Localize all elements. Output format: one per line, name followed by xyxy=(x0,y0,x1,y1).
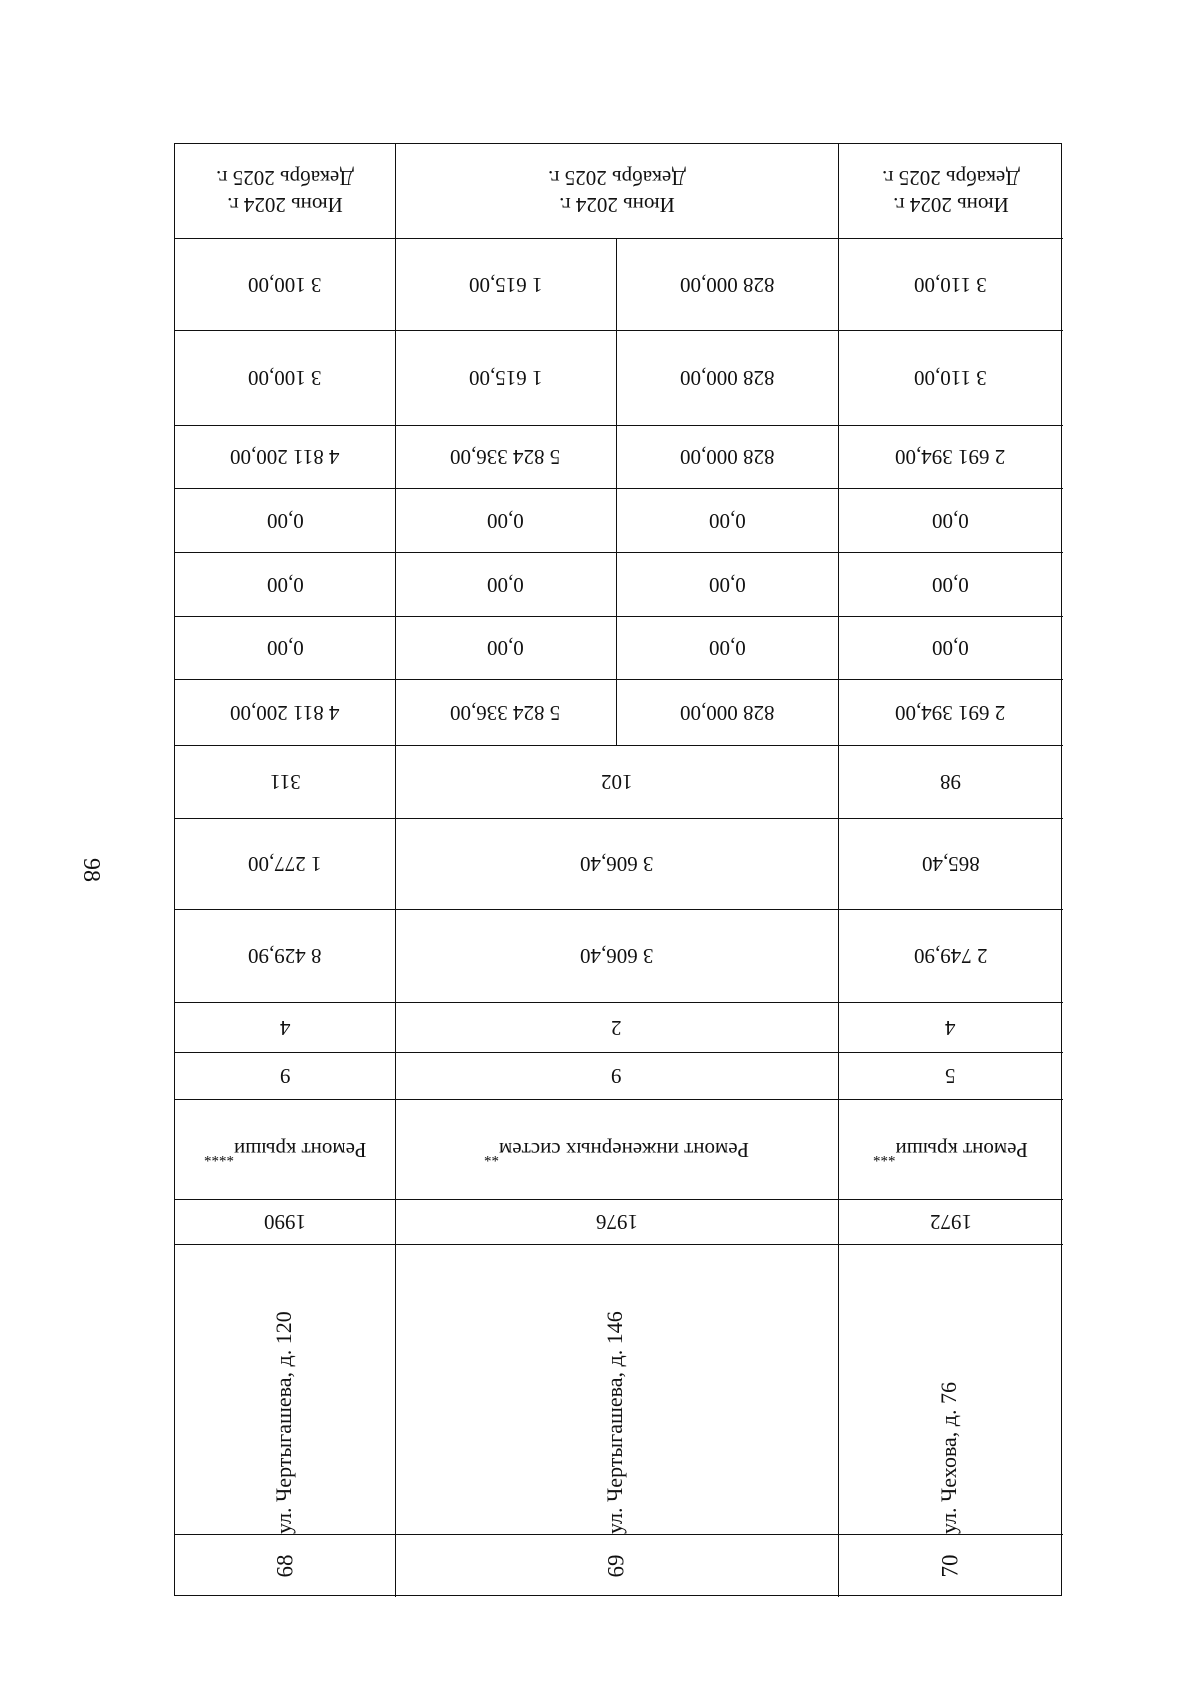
total-cost-cell: 5 824 336,00 xyxy=(450,700,561,725)
fund-cost-cell: 5 824 336,00 xyxy=(450,445,561,469)
floors-cell: 9 xyxy=(611,1064,622,1088)
year-cell: 1976 xyxy=(595,1210,638,1234)
fund-cost-cell: 828 000,00 xyxy=(679,445,775,469)
limit-cell: 3 110,00 xyxy=(914,272,987,297)
zero-cell: 0,00 xyxy=(932,636,969,660)
limit-cell: 3 100,00 xyxy=(248,272,322,297)
zero-cell: 0,00 xyxy=(708,636,746,660)
zero-cell: 0,00 xyxy=(487,572,524,597)
row-number-cell: 70 xyxy=(937,1554,963,1577)
address-cell: ул. Чертыгашева, д. 120 xyxy=(271,1311,296,1534)
year-cell: 1972 xyxy=(929,1210,972,1234)
address-cell: ул. Чертыгашева, д. 146 xyxy=(602,1311,627,1534)
zero-cell: 0,00 xyxy=(487,508,524,533)
limit-cell: 828 000,00 xyxy=(679,272,775,297)
row-number-cell: 68 xyxy=(272,1554,297,1577)
total-area-cell: 8 429,90 xyxy=(248,944,322,968)
row-number-cell: 69 xyxy=(603,1554,629,1577)
residents-cell: 98 xyxy=(940,770,961,794)
unit-cost-cell: 828 000,00 xyxy=(679,366,775,390)
period-cell: Июнь 2024 г. Декабрь 2025 г. xyxy=(881,166,1020,217)
period-cell: Июнь 2024 г. Декабрь 2025 г. xyxy=(216,166,354,217)
address-cell: ул. Чехова, д. 76 xyxy=(936,1381,961,1534)
limit-cell: 1 615,00 xyxy=(468,272,543,297)
capital-repair-table xyxy=(174,143,1062,1596)
fund-cost-cell: 2 691 394,00 xyxy=(895,445,1006,469)
zero-cell: 0,00 xyxy=(932,572,969,597)
zero-cell: 0,00 xyxy=(708,572,746,597)
total-cost-cell: 828 000,00 xyxy=(679,700,775,725)
period-cell: Июнь 2024 г. Декабрь 2025 г. xyxy=(547,166,686,217)
page-number: 98 xyxy=(78,858,104,882)
entrances-cell: 4 xyxy=(945,1015,956,1040)
living-area-cell: 1 277,00 xyxy=(248,852,322,876)
fund-cost-cell: 4 811 200,00 xyxy=(230,445,340,469)
living-area-cell: 3 606,40 xyxy=(579,852,654,876)
zero-cell: 0,00 xyxy=(266,572,304,597)
work-type-cell: Ремонт инженерных систем** xyxy=(483,1137,750,1164)
zero-cell: 0,00 xyxy=(932,508,969,533)
year-cell: 1990 xyxy=(264,1210,306,1234)
work-type-cell: Ремонт крыши*** xyxy=(873,1137,1028,1164)
total-area-cell: 2 749,90 xyxy=(913,944,988,968)
entrances-cell: 2 xyxy=(611,1015,622,1040)
zero-cell: 0,00 xyxy=(708,508,746,533)
floors-cell: 5 xyxy=(945,1064,956,1088)
total-area-cell: 3 606,40 xyxy=(579,944,654,968)
unit-cost-cell: 3 100,00 xyxy=(248,366,322,390)
zero-cell: 0,00 xyxy=(487,636,524,660)
zero-cell: 0,00 xyxy=(266,636,304,660)
total-cost-cell: 2 691 394,00 xyxy=(895,700,1006,725)
living-area-cell: 865,40 xyxy=(921,852,980,876)
unit-cost-cell: 3 110,00 xyxy=(914,366,987,390)
unit-cost-cell: 1 615,00 xyxy=(468,366,543,390)
total-cost-cell: 4 811 200,00 xyxy=(230,700,340,725)
work-type-cell: Ремонт крыши**** xyxy=(203,1137,367,1164)
zero-cell: 0,00 xyxy=(266,508,304,533)
entrances-cell: 4 xyxy=(279,1015,291,1040)
residents-cell: 102 xyxy=(600,770,633,794)
residents-cell: 311 xyxy=(269,770,301,794)
floors-cell: 9 xyxy=(279,1064,291,1088)
